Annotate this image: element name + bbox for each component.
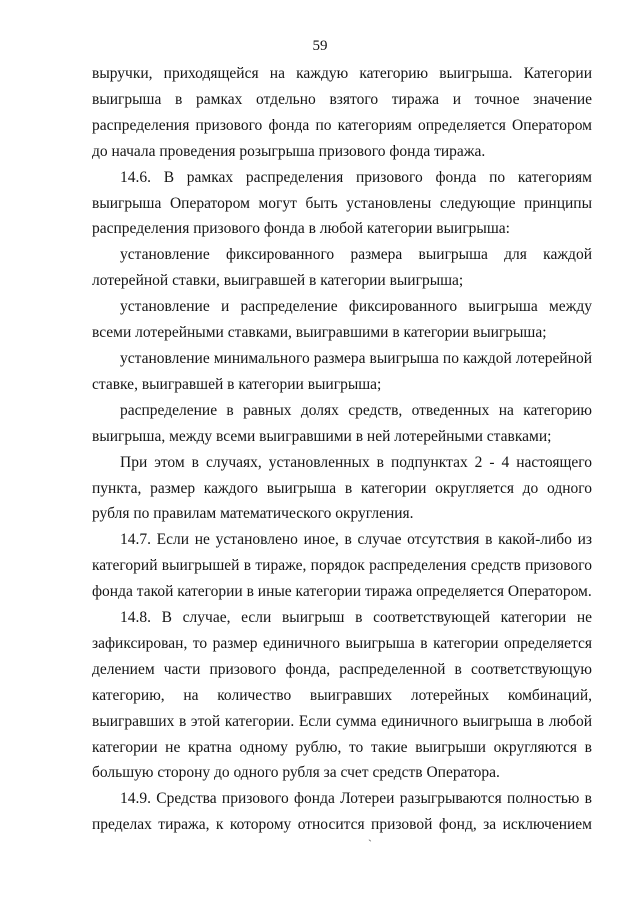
paragraph-rounding: При этом в случаях, установленных в подпунктах 2 - 4 настоящего пункта, размер каждого выигрыша в категории округляется до одного рубля по правилам математического округления. <box>92 453 592 523</box>
list-item-equal-shares: распределение в равных долях средств, отведенных на категорию выигрыша, между всеми выигравшими в ней лотерейными ставками; <box>92 401 592 445</box>
list-item-fixed-prize: установление фиксированного размера выигрыша для каждой лотерейной ставки, выигравшей в категории выигрыша; <box>92 246 592 290</box>
scan-mark: ` <box>368 837 372 851</box>
list-item-fixed-prize-distribution: установление и распределение фиксированного выигрыша между всеми лотерейными ставками, выигравшими в категории выигрыша; <box>92 298 592 342</box>
paragraph-14-7: 14.7. Если не установлено иное, в случае отсутствия в какой-либо из категорий выигрышей в тираже, порядок распределения средств призового фонда такой категории в иные категории тиража определяется Оператором. <box>92 531 592 601</box>
paragraph-14-6: 14.6. В рамках распределения призового фонда по категориям выигрыша Оператором могут быть установлены следующие принципы распределения призового фонда в любой категории выигрыша: <box>92 168 592 238</box>
paragraph-continuation: выручки, приходящейся на каждую категорию выигрыша. Категории выигрыша в рамках отдельно взятого тиража и точное значение распределения призового фонда по категориям определяется Оператором до начала проведения розыгрыша призового фонда тиража. <box>92 65 592 160</box>
paragraph-14-9: 14.9. Средства призового фонда Лотереи разыгрываются полностью в пределах тиража, к которому относится призовой фонд, за исключением <box>92 790 592 834</box>
list-item-minimum-prize: установление минимального размера выигрыша по каждой лотерейной ставке, выигравшей в категории выигрыша; <box>92 349 592 393</box>
paragraph-14-8: 14.8. В случае, если выигрыш в соответствующей категории не зафиксирован, то размер единичного выигрыша в категории определяется делением части призового фонда, распределенной в соответствующую категорию, на количество выигравших лотерейных комбинаций, выигравших в этой категории. Если сумма единичного выигрыша в любой категории не кратна одному рублю, то такие выигрыши округляются в большую сторону до одного рубля за счет средств Оператора. <box>92 609 592 782</box>
page-number: 59 <box>312 38 328 54</box>
document-body <box>92 61 592 838</box>
